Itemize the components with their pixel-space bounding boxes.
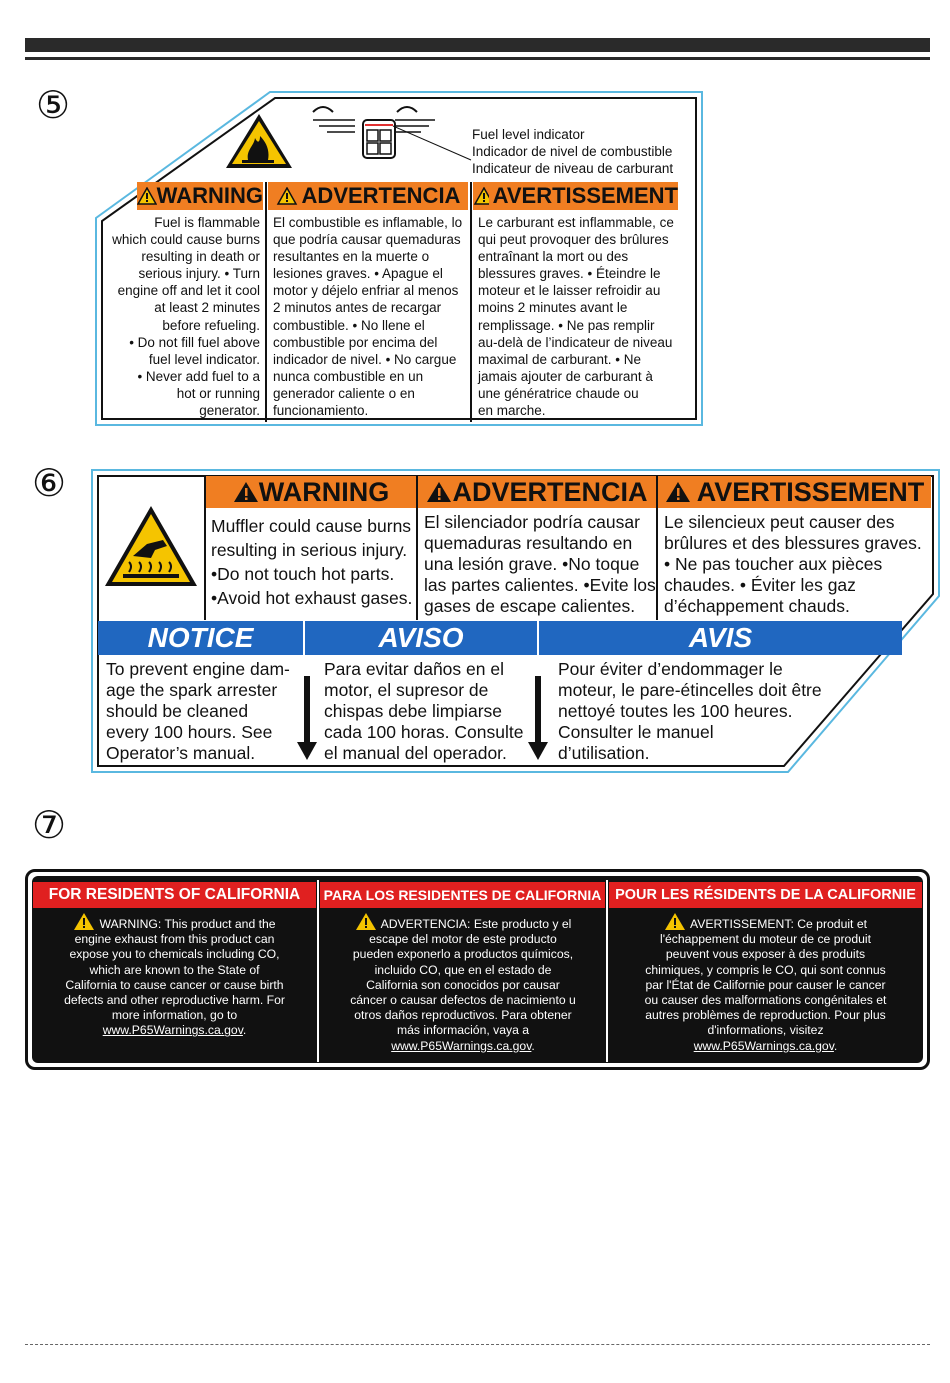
prop65-header-fr: POUR LES RÉSIDENTS DE LA CALIFORNIE <box>609 882 922 908</box>
notice-text-en: To prevent engine dam- age the spark arrester should be cleaned every 100 hours. See Operator’s manual. <box>106 659 290 763</box>
prop65-link-es[interactable]: www.P65Warnings.ca.gov <box>391 1038 532 1053</box>
prop65-link-en[interactable]: www.P65Warnings.ca.gov <box>102 1023 243 1038</box>
warning-triangle-icon <box>664 912 686 931</box>
warning-triangle-icon <box>665 481 691 503</box>
section-number-7: ⑦ <box>32 803 67 847</box>
column-divider <box>265 182 267 422</box>
notice-header-en: NOTICE <box>98 621 303 655</box>
warning-text: WARNING <box>156 183 263 208</box>
muffler-warning-text-es: El silenciador podría causar quemaduras resultando en una lesión grave. •No toque las partes calientes. •Evite los gases de escape calientes. <box>424 512 656 616</box>
warning-header-en <box>206 476 416 508</box>
warning-triangle-icon <box>233 481 259 503</box>
warning-triangle-icon <box>137 187 157 205</box>
period: . <box>242 1023 247 1038</box>
prop65-header-es: PARA LOS RESIDENTES DE CALIFORNIA <box>320 882 605 908</box>
footer-divider <box>25 1344 930 1345</box>
muffler-warning-text-fr: Le silencieux peut causer des brûlures et des blessures graves. • Ne pas toucher aux pièces chaudes. • Éviter les gaz d’échappement chauds. <box>664 512 922 616</box>
prop65-text-en: WARNING: This product and the engine exhaust from this product can expose you to chemicals including CO, which are known to the State of California to cause cancer or cause birth defects and other reproductive harm. For more information, go to <box>64 917 285 1023</box>
warning-header-fr <box>658 476 931 508</box>
period: . <box>833 1038 838 1053</box>
column-divider <box>656 476 658 620</box>
prop65-text-fr: AVERTISSEMENT: Ce produit et l'échappement du moteur de ce produit peuvent vous exposer à des produits chimiques, y compris le CO, qui sont connus par l'État de Californie pour causer le cancer ou causer des malformations congénitales et autres problèmes de reproduction. Pour plus d'informations, visitez <box>644 917 887 1038</box>
advertencia-text: ADVERTENCIA <box>301 183 461 208</box>
warning-triangle-icon <box>73 912 95 931</box>
fuel-warning-text-fr: Le carburant est inflammable, ce qui peut provoquer des brûlures entraînant la mort ou des blessures graves. • Éteindre le moteur et le laisser refroidir au moins 2 minutes avant le remplissage. • Ne pas remplir au-delà de l’indicateur de niveau maximal de carburant. • Ne jamais ajouter de carburant à une génératrice chaude ou en marche. <box>478 215 674 419</box>
column-divider <box>416 476 418 620</box>
avertissement-text: AVERTISSEMENT <box>492 183 678 208</box>
notice-text-fr: Pour éviter d’endommager le moteur, le pare-étincelles doit être nettoyé toutes les 100 heures. Consulter le manuel d’utilisation. <box>558 659 822 763</box>
prop65-text-fr-block <box>610 912 921 1054</box>
fuel-warning-text-es: El combustible es inflamable, lo que podría causar quemaduras resultantes en la muerte o lesiones graves. • Apague el motor y déjelo enfriar al menos 2 minutos antes de recargar combustible. • No llene el combustible por encima del indicador de nivel. • No cargue nunca combustible en un generador caliente o en funcionamiento. <box>273 215 463 419</box>
fuel-warning-text-en: Fuel is flammable which could cause burns resulting in death or serious injury. • Turn engine off and let it cool at least 2 minutes before refueling. • Do not fill fuel above fuel level indicator. • Never add fuel to a hot or running generator. <box>112 215 260 419</box>
arrow-down-icon <box>527 676 549 762</box>
prop65-link-fr[interactable]: www.P65Warnings.ca.gov <box>693 1038 834 1053</box>
notice-header-fr: AVIS <box>539 621 902 655</box>
fuel-gauge-icon <box>305 100 475 162</box>
notice-header-es: AVISO <box>305 621 537 655</box>
warning-triangle-icon <box>276 187 298 205</box>
warning-header-fr <box>473 182 678 210</box>
prop65-text-es-block <box>322 912 604 1054</box>
warning-triangle-icon <box>355 912 377 931</box>
section-number-6: ⑥ <box>32 461 67 505</box>
header-bar <box>25 38 930 52</box>
column-divider <box>470 182 472 422</box>
fuel-indicator-caption: Fuel level indicator Indicador de nivel de combustible Indicateur de niveau de carburant <box>472 127 674 176</box>
section-number-5: ⑤ <box>36 83 71 127</box>
avertissement-text: AVERTISSEMENT <box>696 476 925 507</box>
muffler-warning-text-en: Muffler could cause burns resulting in serious injury. •Do not touch hot parts. •Avoid hot exhaust gases. <box>211 516 413 608</box>
warning-triangle-icon <box>426 481 452 503</box>
notice-text-es: Para evitar daños en el motor, el supresor de chispas debe limpiarse cada 100 horas. Consulte el manual del operador. <box>324 659 524 763</box>
prop65-text-es: ADVERTENCIA: Este producto y el escape del motor de este producto pueden exponerlo a productos químicos, incluido CO, que en el estado de California son conocidos por causar cáncer o causar defectos de nacimiento u otros daños reproductivos. Para obtener más información, vaya a <box>350 917 576 1038</box>
warning-triangle-icon <box>473 187 489 205</box>
column-divider <box>606 880 608 1062</box>
prop65-text-en-block <box>35 912 314 1039</box>
warning-text: WARNING <box>258 476 390 507</box>
warning-header-en <box>137 182 263 210</box>
column-divider <box>317 880 319 1062</box>
warning-header-es <box>418 476 656 508</box>
fire-hazard-icon <box>224 112 294 170</box>
warning-header-es <box>268 182 468 210</box>
hot-surface-icon <box>103 504 199 588</box>
header-rule <box>25 57 930 60</box>
prop65-header-en: FOR RESIDENTS OF CALIFORNIA <box>33 882 316 908</box>
advertencia-text: ADVERTENCIA <box>452 476 648 507</box>
period: . <box>531 1038 535 1053</box>
arrow-down-icon <box>296 676 318 762</box>
